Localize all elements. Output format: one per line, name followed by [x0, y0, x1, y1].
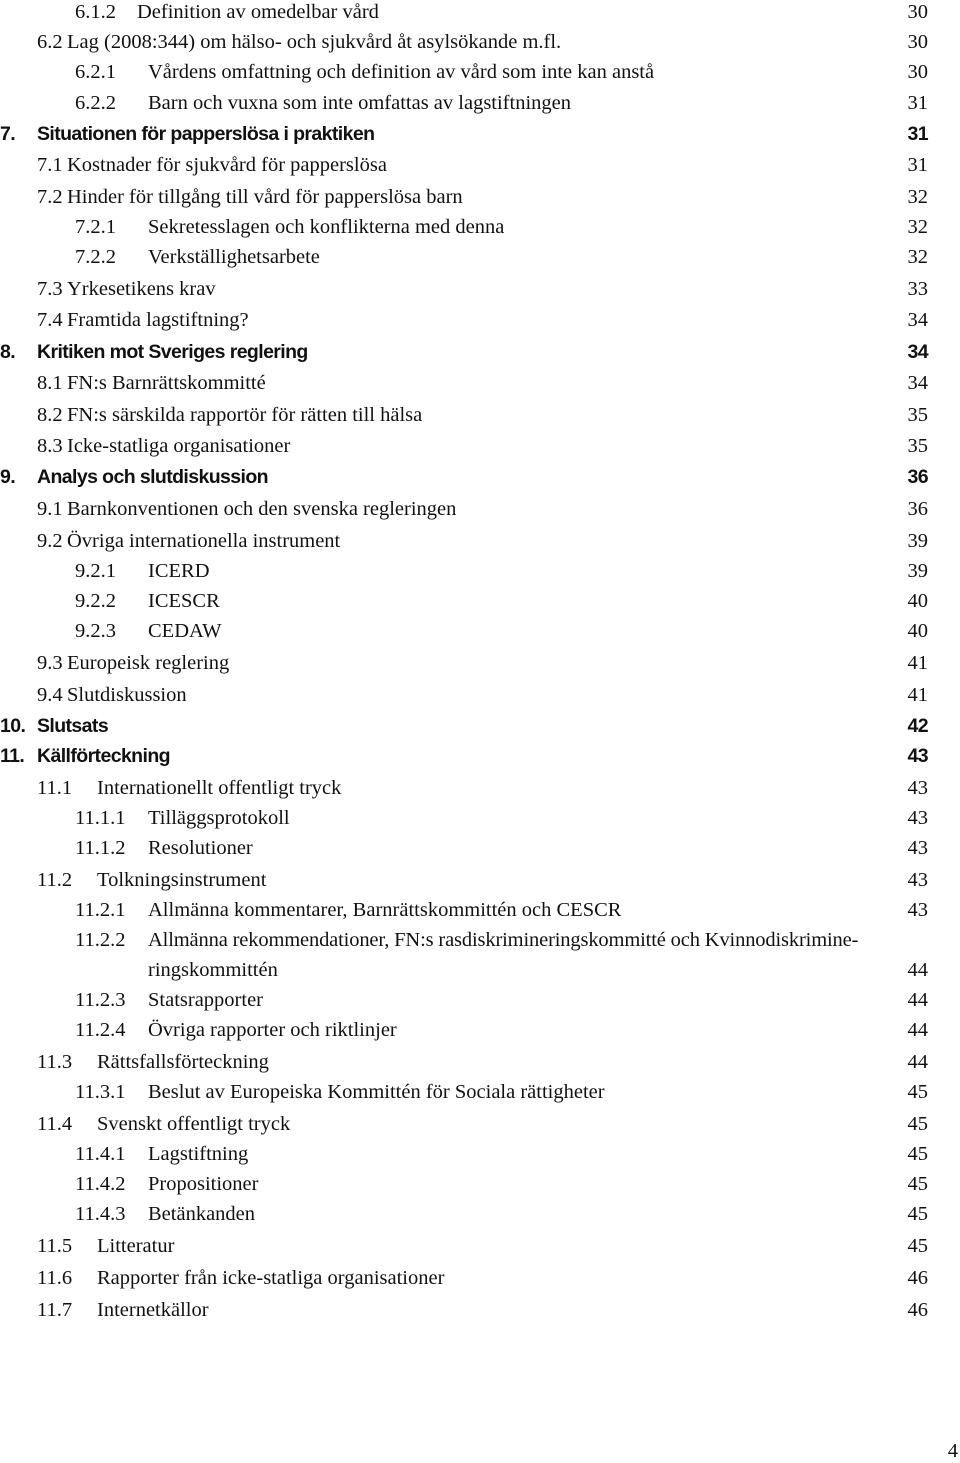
toc-entry-number: 11.3.1 — [75, 1081, 126, 1103]
toc-entry — [0, 559, 960, 589]
toc-entry-page: 30 — [907, 1, 928, 23]
toc-entry-number: 11.6 — [37, 1267, 73, 1289]
toc-entry-title: Övriga internationella instrument — [67, 530, 341, 552]
toc-entry — [0, 371, 960, 401]
toc-entry-page: 46 — [907, 1299, 928, 1321]
toc-entry — [0, 1298, 960, 1328]
toc-entry — [0, 529, 960, 559]
toc-entry-page: 45 — [907, 1235, 928, 1257]
toc-entry-page: 32 — [907, 216, 928, 238]
toc-entry-page: 46 — [907, 1267, 928, 1289]
toc-entry — [0, 1234, 960, 1264]
toc-entry-page: 34 — [907, 309, 928, 331]
toc-entry — [0, 0, 960, 30]
toc-entry-number: 9.2 — [37, 530, 63, 552]
toc-entry-number: 11.1.2 — [75, 837, 126, 859]
page-number: 4 — [947, 1440, 958, 1462]
toc-entry-number: 7.2 — [37, 186, 63, 208]
toc-entry-number: 7.2.2 — [75, 246, 116, 268]
toc-entry-page: 43 — [907, 745, 928, 767]
toc-entry — [0, 30, 960, 60]
toc-entry-number: 11.2.4 — [75, 1019, 126, 1041]
toc-entry-continuation — [0, 958, 960, 988]
toc-entry-number: 11.2.2 — [75, 929, 126, 951]
toc-entry-number: 11.1.1 — [75, 807, 126, 829]
toc-entry — [0, 1018, 960, 1048]
toc-entry-title: Övriga rapporter och riktlinjer — [148, 1019, 397, 1041]
toc-entry-number: 7. — [0, 123, 16, 145]
toc-entry-title: Tolkningsinstrument — [97, 869, 267, 891]
toc-entry-title: Barnkonventionen och den svenska regleringen — [67, 498, 457, 520]
toc-entry-title: Resolutioner — [148, 837, 253, 859]
toc-entry-title: Icke-statliga organisationer — [67, 435, 291, 457]
toc-chapter — [0, 714, 960, 744]
toc-entry-number: 11.3 — [37, 1051, 73, 1073]
toc-entry-number: 9. — [0, 466, 16, 488]
toc-entry-number: 11.2 — [37, 869, 73, 891]
toc-entry-page: 31 — [907, 154, 928, 176]
toc-entry-title: Rapporter från icke-statliga organisationer — [97, 1267, 445, 1289]
toc-entry-title: Slutdiskussion — [67, 684, 187, 706]
toc-entry — [0, 1050, 960, 1080]
toc-entry-title: ICERD — [148, 560, 210, 582]
toc-entry-title: Allmänna rekommendationer, FN:s rasdiskrimineringskommitté och Kvinnodiskrimine- — [148, 929, 859, 951]
toc-entry — [0, 153, 960, 183]
toc-entry — [0, 651, 960, 681]
toc-entry-title: Propositioner — [148, 1173, 259, 1195]
toc-entry-page: 44 — [907, 1051, 928, 1073]
toc-entry — [0, 497, 960, 527]
toc-entry-title: FN:s särskilda rapportör för rätten till hälsa — [67, 404, 423, 426]
toc-entry-title: Verkställighetsarbete — [148, 246, 320, 268]
toc-entry-number: 9.2.3 — [75, 620, 116, 642]
toc-entry-page: 43 — [907, 837, 928, 859]
toc-entry-page: 31 — [907, 123, 928, 145]
toc-entry — [0, 60, 960, 90]
toc-entry-page: 31 — [907, 92, 928, 114]
toc-entry-page: 40 — [907, 620, 928, 642]
toc-entry-page: 34 — [907, 372, 928, 394]
toc-entry-title: Kritiken mot Sveriges reglering — [37, 341, 308, 363]
toc-entry-page: 45 — [907, 1143, 928, 1165]
toc-entry-number: 8.3 — [37, 435, 63, 457]
toc-entry-page: 35 — [907, 404, 928, 426]
toc-entry-title: Lagstiftning — [148, 1143, 249, 1165]
toc-entry-page: 43 — [907, 807, 928, 829]
toc-entry — [0, 776, 960, 806]
toc-entry-title: Sekretesslagen och konflikterna med denna — [148, 216, 505, 238]
toc-entry — [0, 403, 960, 433]
toc-entry-number: 7.2.1 — [75, 216, 116, 238]
toc-entry-title: Svenskt offentligt tryck — [97, 1113, 291, 1135]
toc-entry-page: 41 — [907, 684, 928, 706]
toc-entry-number: 10. — [0, 715, 26, 737]
toc-entry-title: Slutsats — [37, 715, 109, 737]
toc-entry-title: FN:s Barnrättskommitté — [67, 372, 266, 394]
toc-entry-title: Barn och vuxna som inte omfattas av lagstiftningen — [148, 92, 572, 114]
toc-entry-page: 43 — [907, 777, 928, 799]
toc-entry-page: 30 — [907, 31, 928, 53]
toc-entry — [0, 683, 960, 713]
toc-entry — [0, 1172, 960, 1202]
toc-entry-page: 40 — [907, 590, 928, 612]
toc-entry — [0, 434, 960, 464]
toc-entry-title: Rättsfallsförteckning — [97, 1051, 269, 1073]
toc-entry — [0, 215, 960, 245]
toc-entry — [0, 185, 960, 215]
toc-entry-title: Kostnader för sjukvård för papperslösa — [67, 154, 387, 176]
toc-entry-page: 39 — [907, 560, 928, 582]
toc-entry-title: Statsrapporter — [148, 989, 263, 1011]
toc-entry-title: Europeisk reglering — [67, 652, 230, 674]
toc-entry — [0, 308, 960, 338]
toc-entry-page: 32 — [907, 186, 928, 208]
toc-entry-number: 6.2.1 — [75, 61, 116, 83]
toc-entry-number: 11.5 — [37, 1235, 73, 1257]
toc-entry-title: Tilläggsprotokoll — [148, 807, 290, 829]
toc-entry-page: 45 — [907, 1203, 928, 1225]
toc-entry-number: 11.1 — [37, 777, 73, 799]
toc-entry-number: 8.2 — [37, 404, 63, 426]
toc-entry — [0, 1080, 960, 1110]
toc-entry-page: 45 — [907, 1081, 928, 1103]
toc-entry-title: Definition av omedelbar vård — [137, 1, 379, 23]
toc-entry-title: Hinder för tillgång till vård för papperslösa barn — [67, 186, 463, 208]
toc-entry-title: CEDAW — [148, 620, 222, 642]
toc-entry-number: 6.2 — [37, 31, 63, 53]
toc-chapter — [0, 122, 960, 152]
toc-entry-title: Internationellt offentligt tryck — [97, 777, 342, 799]
toc-entry-number: 9.1 — [37, 498, 63, 520]
toc-chapter — [0, 465, 960, 495]
toc-entry-number: 11.7 — [37, 1299, 73, 1321]
toc-entry-title: Källförteckning — [37, 745, 170, 767]
toc-entry — [0, 1202, 960, 1232]
toc-entry-page: 45 — [907, 1173, 928, 1195]
toc-entry — [0, 245, 960, 275]
toc-entry-number: 6.2.2 — [75, 92, 116, 114]
toc-entry-number: 9.4 — [37, 684, 63, 706]
toc-entry — [0, 836, 960, 866]
toc-entry-page: 45 — [907, 1113, 928, 1135]
toc-entry — [0, 619, 960, 649]
toc-entry — [0, 868, 960, 898]
toc-entry-number: 6.1.2 — [75, 1, 116, 23]
toc-entry — [0, 277, 960, 307]
toc-entry-page: 36 — [907, 466, 928, 488]
toc-entry-title: Vårdens omfattning och definition av vård som inte kan anstå — [148, 61, 655, 83]
toc-entry-number: 7.3 — [37, 278, 63, 300]
toc-entry-number: 9.3 — [37, 652, 63, 674]
toc-entry — [0, 806, 960, 836]
toc-chapter — [0, 340, 960, 370]
toc-entry-page: 36 — [907, 498, 928, 520]
toc-entry-number: 9.2.1 — [75, 560, 116, 582]
toc-entry-page: 41 — [907, 652, 928, 674]
toc-entry-page: 34 — [907, 341, 928, 363]
toc-entry-title: Situationen för papperslösa i praktiken — [37, 123, 375, 145]
toc-entry-page: 44 — [907, 959, 928, 981]
toc-entry-number: 11.4 — [37, 1113, 73, 1135]
toc-entry — [0, 988, 960, 1018]
toc-entry-title: ringskommittén — [148, 959, 278, 981]
toc-entry-number: 11.4.1 — [75, 1143, 126, 1165]
toc-entry-number: 8. — [0, 341, 16, 363]
toc-entry-title: Allmänna kommentarer, Barnrättskommittén och CESCR — [148, 899, 622, 921]
toc-entry-title: Analys och slutdiskussion — [37, 466, 268, 488]
toc-entry-number: 11.2.1 — [75, 899, 126, 921]
toc-entry-number: 7.4 — [37, 309, 63, 331]
toc-entry-title: Lag (2008:344) om hälso- och sjukvård åt asylsökande m.fl. — [67, 31, 562, 53]
toc-entry-number: 11.4.2 — [75, 1173, 126, 1195]
toc-entry-title: Litteratur — [97, 1235, 175, 1257]
toc-entry-title: ICESCR — [148, 590, 220, 612]
toc-entry-title: Framtida lagstiftning? — [67, 309, 249, 331]
toc-entry — [0, 91, 960, 121]
toc-chapter — [0, 744, 960, 774]
toc-entry — [0, 898, 960, 928]
toc-entry-number: 9.2.2 — [75, 590, 116, 612]
toc-entry-title: Betänkanden — [148, 1203, 256, 1225]
toc-entry-page: 42 — [907, 715, 928, 737]
toc-entry — [0, 1142, 960, 1172]
toc-entry — [0, 928, 960, 958]
toc-entry-page: 30 — [907, 61, 928, 83]
toc-entry-number: 8.1 — [37, 372, 63, 394]
toc-entry — [0, 589, 960, 619]
toc-entry-page: 35 — [907, 435, 928, 457]
toc-entry-page: 44 — [907, 1019, 928, 1041]
toc-entry-title: Internetkällor — [97, 1299, 209, 1321]
toc-entry-page: 44 — [907, 989, 928, 1011]
toc-entry-page: 43 — [907, 899, 928, 921]
toc-entry-page: 33 — [907, 278, 928, 300]
toc-entry-number: 7.1 — [37, 154, 63, 176]
toc-entry-page: 39 — [907, 530, 928, 552]
toc-entry-number: 11.4.3 — [75, 1203, 126, 1225]
toc-entry-title: Yrkesetikens krav — [67, 278, 216, 300]
toc-entry-page: 43 — [907, 869, 928, 891]
toc-entry-page: 32 — [907, 246, 928, 268]
toc-entry-title: Beslut av Europeiska Kommittén för Sociala rättigheter — [148, 1081, 605, 1103]
toc-entry-number: 11. — [0, 745, 25, 767]
toc-entry — [0, 1112, 960, 1142]
toc-entry-number: 11.2.3 — [75, 989, 126, 1011]
toc-entry — [0, 1266, 960, 1296]
